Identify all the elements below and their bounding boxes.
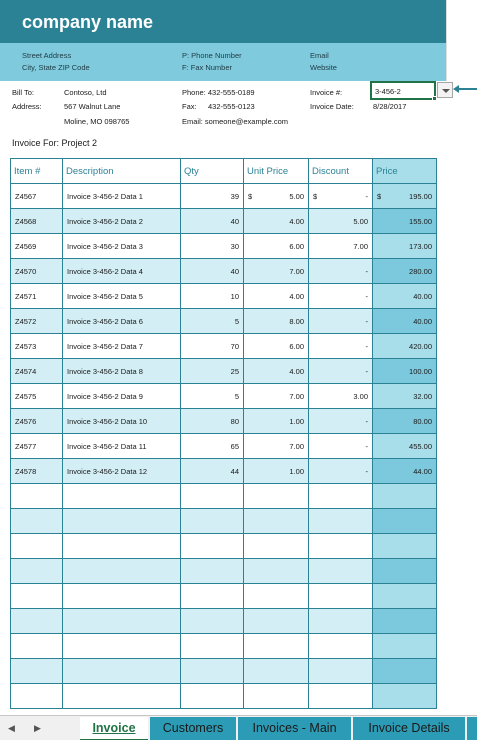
cell-qty[interactable]	[181, 459, 244, 484]
table-row	[11, 409, 437, 434]
address-label: Address:	[12, 102, 42, 111]
currency-symbol: $	[377, 191, 382, 201]
cell-price[interactable]	[373, 634, 437, 659]
cell-qty-value: 80	[230, 416, 239, 426]
cell-description[interactable]	[63, 384, 181, 409]
phone-number[interactable]: P: Phone Number	[182, 51, 242, 60]
cell-item[interactable]	[11, 484, 63, 509]
cell-unit-price-value: 6.00	[289, 241, 304, 251]
cell-qty[interactable]	[181, 684, 244, 709]
cell-price[interactable]	[373, 559, 437, 584]
cell-price[interactable]	[373, 184, 437, 209]
cell-description-value: Invoice 3-456-2 Data 1	[67, 191, 143, 201]
cell-item-value: Z4578	[15, 466, 37, 476]
cell-item-value: Z4575	[15, 391, 37, 401]
cell-unit-price-value: 1.00	[289, 466, 304, 476]
cell-price-value: 280.00	[409, 266, 432, 276]
cell-price-value: 155.00	[409, 216, 432, 226]
email[interactable]: Email	[310, 51, 329, 60]
cell-item-value: Z4569	[15, 241, 37, 251]
cell-qty[interactable]	[181, 584, 244, 609]
cell-price[interactable]	[373, 334, 437, 359]
cell-price[interactable]	[373, 459, 437, 484]
bill-email[interactable]: Email: someone@example.com	[182, 117, 288, 126]
cell-unit-price-value: 4.00	[289, 216, 304, 226]
cell-unit-price[interactable]	[244, 434, 309, 459]
cell-unit-price-value: 7.00	[289, 266, 304, 276]
cell-item[interactable]	[11, 234, 63, 259]
cell-discount-value: 7.00	[353, 241, 368, 251]
cell-price-value: 44.00	[413, 466, 432, 476]
scroll-left-icon[interactable]: ◀	[8, 723, 15, 733]
tab-invoices-main[interactable]: Invoices - Main	[238, 717, 351, 740]
table-row	[11, 234, 437, 259]
cell-qty-value: 65	[230, 441, 239, 451]
table-header-row	[11, 159, 437, 184]
cell-discount[interactable]	[309, 584, 373, 609]
cell-qty[interactable]	[181, 409, 244, 434]
cell-item[interactable]	[11, 259, 63, 284]
cell-unit-price[interactable]	[244, 334, 309, 359]
tab-invoice-details[interactable]: Invoice Details	[353, 717, 465, 740]
cell-item[interactable]	[11, 184, 63, 209]
invoice-date[interactable]: 8/28/2017	[373, 102, 407, 111]
table-row	[11, 384, 437, 409]
cell-unit-price[interactable]	[244, 309, 309, 334]
invoice-number-label: Invoice #:	[310, 88, 343, 97]
cell-description[interactable]	[63, 284, 181, 309]
cell-price-value: 173.00	[409, 241, 432, 251]
col-header-item[interactable]: Item #	[11, 159, 63, 184]
cell-qty[interactable]	[181, 659, 244, 684]
table-row	[11, 559, 437, 584]
cell-item[interactable]	[11, 359, 63, 384]
cell-unit-price[interactable]	[244, 284, 309, 309]
table-row	[11, 259, 437, 284]
cell-item-value: Z4571	[15, 291, 37, 301]
cell-qty-value: 5	[234, 316, 239, 326]
cell-discount[interactable]	[309, 309, 373, 334]
header-band	[0, 3, 446, 43]
invoice-for[interactable]: Invoice For: Project 2	[12, 138, 98, 148]
cell-qty[interactable]	[181, 484, 244, 509]
cell-price-value: 40.00	[413, 316, 432, 326]
cell-price[interactable]	[373, 484, 437, 509]
cell-price-value: 455.00	[409, 441, 432, 451]
cell-item[interactable]	[11, 684, 63, 709]
cell-item-value: Z4570	[15, 266, 37, 276]
col-header-description[interactable]: Description	[63, 159, 181, 184]
cell-unit-price[interactable]	[244, 209, 309, 234]
cell-unit-price-value: 5.00	[289, 191, 304, 201]
table-row	[11, 459, 437, 484]
tab-customers[interactable]: Customers	[150, 717, 236, 740]
cell-description[interactable]	[63, 184, 181, 209]
table-row	[11, 284, 437, 309]
table-row	[11, 659, 437, 684]
cell-unit-price[interactable]	[244, 459, 309, 484]
cell-unit-price[interactable]	[244, 484, 309, 509]
cell-qty-value: 40	[230, 216, 239, 226]
cell-description[interactable]	[63, 434, 181, 459]
address-line2[interactable]: Moline, MO 098765	[64, 117, 130, 126]
tab-invoice[interactable]: Invoice	[80, 717, 148, 740]
cell-item-value: Z4567	[15, 191, 37, 201]
table-row	[11, 609, 437, 634]
cell-unit-price[interactable]	[244, 409, 309, 434]
cell-discount[interactable]	[309, 634, 373, 659]
cell-price-value: 40.00	[413, 291, 432, 301]
cell-qty[interactable]	[181, 209, 244, 234]
contact-band	[0, 43, 446, 81]
cell-discount[interactable]	[309, 509, 373, 534]
cell-qty[interactable]	[181, 259, 244, 284]
scroll-right-icon[interactable]: ▶	[34, 723, 41, 733]
cell-item[interactable]	[11, 509, 63, 534]
table-row	[11, 684, 437, 709]
col-header-discount[interactable]: Discount	[309, 159, 373, 184]
table-row	[11, 534, 437, 559]
cell-description-value: Invoice 3-456-2 Data 10	[67, 416, 148, 426]
cell-discount[interactable]	[309, 659, 373, 684]
cell-price-value: 32.00	[413, 391, 432, 401]
cell-description[interactable]	[63, 459, 181, 484]
cell-discount[interactable]	[309, 559, 373, 584]
cell-discount-value: -	[365, 441, 368, 451]
cell-unit-price[interactable]	[244, 259, 309, 284]
cell-item[interactable]	[11, 609, 63, 634]
cell-description-value: Invoice 3-456-2 Data 12	[67, 466, 148, 476]
city-line[interactable]: City, State ZIP Code	[22, 63, 90, 72]
tab-overflow[interactable]	[467, 717, 477, 740]
cell-unit-price[interactable]	[244, 634, 309, 659]
cell-qty-value: 30	[230, 241, 239, 251]
cell-discount[interactable]	[309, 334, 373, 359]
cell-unit-price[interactable]	[244, 384, 309, 409]
cell-discount-value: 3.00	[353, 391, 368, 401]
currency-symbol: $	[248, 191, 253, 201]
cell-qty[interactable]	[181, 359, 244, 384]
cell-item[interactable]	[11, 409, 63, 434]
cell-item[interactable]	[11, 659, 63, 684]
cell-description[interactable]	[63, 634, 181, 659]
table-row	[11, 634, 437, 659]
cell-item-value: Z4572	[15, 316, 37, 326]
cell-discount-value: -	[365, 291, 368, 301]
cell-qty-value: 5	[234, 391, 239, 401]
cell-discount[interactable]	[309, 209, 373, 234]
cell-discount[interactable]	[309, 534, 373, 559]
cell-item-value: Z4577	[15, 441, 37, 451]
cell-discount[interactable]	[309, 384, 373, 409]
empty-cells-right	[446, 0, 477, 81]
chevron-down-icon	[442, 89, 450, 93]
cell-price[interactable]	[373, 234, 437, 259]
cell-description[interactable]	[63, 234, 181, 259]
cell-description[interactable]	[63, 559, 181, 584]
cell-item[interactable]	[11, 384, 63, 409]
cell-qty[interactable]	[181, 609, 244, 634]
cell-description[interactable]	[63, 609, 181, 634]
cell-description-value: Invoice 3-456-2 Data 11	[67, 441, 147, 451]
bill-to-name[interactable]: Contoso, Ltd	[64, 88, 107, 97]
bill-to-label: Bill To:	[12, 88, 34, 97]
cell-discount[interactable]	[309, 484, 373, 509]
cell-item[interactable]	[11, 334, 63, 359]
cell-unit-price-value: 7.00	[289, 391, 304, 401]
company-name[interactable]: company name	[22, 12, 154, 32]
table-body	[11, 184, 437, 709]
cell-description[interactable]	[63, 209, 181, 234]
cell-price[interactable]	[373, 584, 437, 609]
invoice-date-label: Invoice Date:	[310, 102, 354, 111]
cell-item-value: Z4576	[15, 416, 37, 426]
cell-item[interactable]	[11, 434, 63, 459]
cell-price-value: 80.00	[413, 416, 432, 426]
cell-price[interactable]	[373, 209, 437, 234]
cell-description-value: Invoice 3-456-2 Data 3	[67, 241, 143, 251]
col-header-unit-price[interactable]: Unit Price	[244, 159, 309, 184]
cell-description-value: Invoice 3-456-2 Data 7	[67, 341, 143, 351]
cell-description-value: Invoice 3-456-2 Data 4	[67, 266, 143, 276]
cell-description[interactable]	[63, 534, 181, 559]
cell-qty[interactable]	[181, 234, 244, 259]
cell-discount-value: -	[365, 266, 368, 276]
table-row	[11, 184, 437, 209]
cell-unit-price-value: 1.00	[289, 416, 304, 426]
cell-item-value: Z4573	[15, 341, 37, 351]
cell-description[interactable]	[63, 659, 181, 684]
cell-unit-price-value: 6.00	[289, 341, 304, 351]
cell-price[interactable]	[373, 309, 437, 334]
cell-price-value: 195.00	[409, 191, 432, 201]
fax-number[interactable]: F: Fax Number	[182, 63, 233, 72]
cell-price[interactable]	[373, 284, 437, 309]
cell-description[interactable]	[63, 359, 181, 384]
cell-price[interactable]	[373, 659, 437, 684]
sheet-tab-bar	[0, 715, 477, 740]
cell-discount[interactable]	[309, 609, 373, 634]
cell-unit-price[interactable]	[244, 509, 309, 534]
cell-discount-value: -	[365, 366, 368, 376]
cell-price-value: 420.00	[409, 341, 432, 351]
cell-price[interactable]	[373, 409, 437, 434]
cell-item[interactable]	[11, 459, 63, 484]
cell-item-value: Z4568	[15, 216, 37, 226]
cell-unit-price[interactable]	[244, 359, 309, 384]
cell-discount[interactable]	[309, 284, 373, 309]
cell-item[interactable]	[11, 534, 63, 559]
bill-fax[interactable]: 432-555-0123	[208, 102, 255, 111]
cell-unit-price-value: 8.00	[289, 316, 304, 326]
cell-qty-value: 39	[230, 191, 239, 201]
callout-line	[455, 88, 477, 90]
cell-qty[interactable]	[181, 309, 244, 334]
cell-description-value: Invoice 3-456-2 Data 8	[67, 366, 143, 376]
cell-discount-value: -	[365, 341, 368, 351]
invoice-number: 3-456-2	[375, 87, 401, 96]
invoice-number-cell-selected[interactable]	[370, 81, 436, 100]
cell-price[interactable]	[373, 534, 437, 559]
cell-price[interactable]	[373, 359, 437, 384]
cell-description-value: Invoice 3-456-2 Data 6	[67, 316, 143, 326]
cell-qty-value: 25	[230, 366, 239, 376]
cell-discount[interactable]	[309, 234, 373, 259]
cell-description[interactable]	[63, 334, 181, 359]
cell-discount[interactable]	[309, 434, 373, 459]
cell-item[interactable]	[11, 309, 63, 334]
cell-item[interactable]	[11, 209, 63, 234]
table-row	[11, 309, 437, 334]
bill-fax-label: Fax:	[182, 102, 197, 111]
table-row	[11, 209, 437, 234]
cell-item[interactable]	[11, 559, 63, 584]
cell-qty[interactable]	[181, 559, 244, 584]
col-header-qty[interactable]: Qty	[181, 159, 244, 184]
cell-qty[interactable]	[181, 384, 244, 409]
cell-unit-price[interactable]	[244, 684, 309, 709]
table-row	[11, 359, 437, 384]
col-header-price[interactable]: Price	[373, 159, 437, 184]
dropdown-button[interactable]	[437, 82, 453, 98]
cell-description[interactable]	[63, 259, 181, 284]
cell-description[interactable]	[63, 584, 181, 609]
cell-discount[interactable]	[309, 184, 373, 209]
cell-discount-value: -	[365, 466, 368, 476]
cell-price[interactable]	[373, 384, 437, 409]
cell-unit-price[interactable]	[244, 659, 309, 684]
cell-qty[interactable]	[181, 534, 244, 559]
cell-description-value: Invoice 3-456-2 Data 9	[67, 391, 143, 401]
cell-price[interactable]	[373, 684, 437, 709]
cell-unit-price[interactable]	[244, 234, 309, 259]
cell-description[interactable]	[63, 484, 181, 509]
cell-qty[interactable]	[181, 334, 244, 359]
cell-discount[interactable]	[309, 459, 373, 484]
cell-description[interactable]	[63, 409, 181, 434]
cell-discount[interactable]	[309, 684, 373, 709]
cell-unit-price[interactable]	[244, 584, 309, 609]
table-row	[11, 484, 437, 509]
cell-qty[interactable]	[181, 184, 244, 209]
cell-description[interactable]	[63, 684, 181, 709]
cell-discount[interactable]	[309, 409, 373, 434]
cell-price-value: 100.00	[409, 366, 432, 376]
table-row	[11, 584, 437, 609]
currency-symbol: $	[313, 191, 318, 201]
table-row	[11, 434, 437, 459]
cell-price[interactable]	[373, 259, 437, 284]
line-items-table	[10, 158, 437, 709]
cell-description[interactable]	[63, 309, 181, 334]
cell-qty-value: 44	[230, 466, 239, 476]
table-row	[11, 509, 437, 534]
website[interactable]: Website	[310, 63, 337, 72]
cell-description-value: Invoice 3-456-2 Data 2	[67, 216, 143, 226]
cell-qty-value: 70	[230, 341, 239, 351]
cell-qty-value: 10	[230, 291, 239, 301]
cell-unit-price[interactable]	[244, 559, 309, 584]
cell-price[interactable]	[373, 509, 437, 534]
cell-item[interactable]	[11, 634, 63, 659]
cell-discount[interactable]	[309, 259, 373, 284]
cell-discount-value: -	[365, 416, 368, 426]
cell-unit-price[interactable]	[244, 534, 309, 559]
cell-description[interactable]	[63, 509, 181, 534]
cell-price[interactable]	[373, 609, 437, 634]
street-address[interactable]: Street Address	[22, 51, 72, 60]
cell-qty-value: 40	[230, 266, 239, 276]
cell-item[interactable]	[11, 284, 63, 309]
cell-qty[interactable]	[181, 284, 244, 309]
cell-discount-value: -	[365, 316, 368, 326]
cell-unit-price[interactable]	[244, 609, 309, 634]
cell-price[interactable]	[373, 434, 437, 459]
cell-item[interactable]	[11, 584, 63, 609]
cell-unit-price[interactable]	[244, 184, 309, 209]
cell-discount-value: -	[365, 191, 368, 201]
cell-item-value: Z4574	[15, 366, 37, 376]
cell-qty[interactable]	[181, 509, 244, 534]
cell-description-value: Invoice 3-456-2 Data 5	[67, 291, 143, 301]
cell-unit-price-value: 4.00	[289, 366, 304, 376]
cell-unit-price-value: 4.00	[289, 291, 304, 301]
cell-unit-price-value: 7.00	[289, 441, 304, 451]
table-row	[11, 334, 437, 359]
cell-discount[interactable]	[309, 359, 373, 384]
bill-phone[interactable]: Phone: 432-555-0189	[182, 88, 255, 97]
address-line1[interactable]: 567 Walnut Lane	[64, 102, 121, 111]
cell-qty[interactable]	[181, 634, 244, 659]
cell-qty[interactable]	[181, 434, 244, 459]
cell-discount-value: 5.00	[353, 216, 368, 226]
